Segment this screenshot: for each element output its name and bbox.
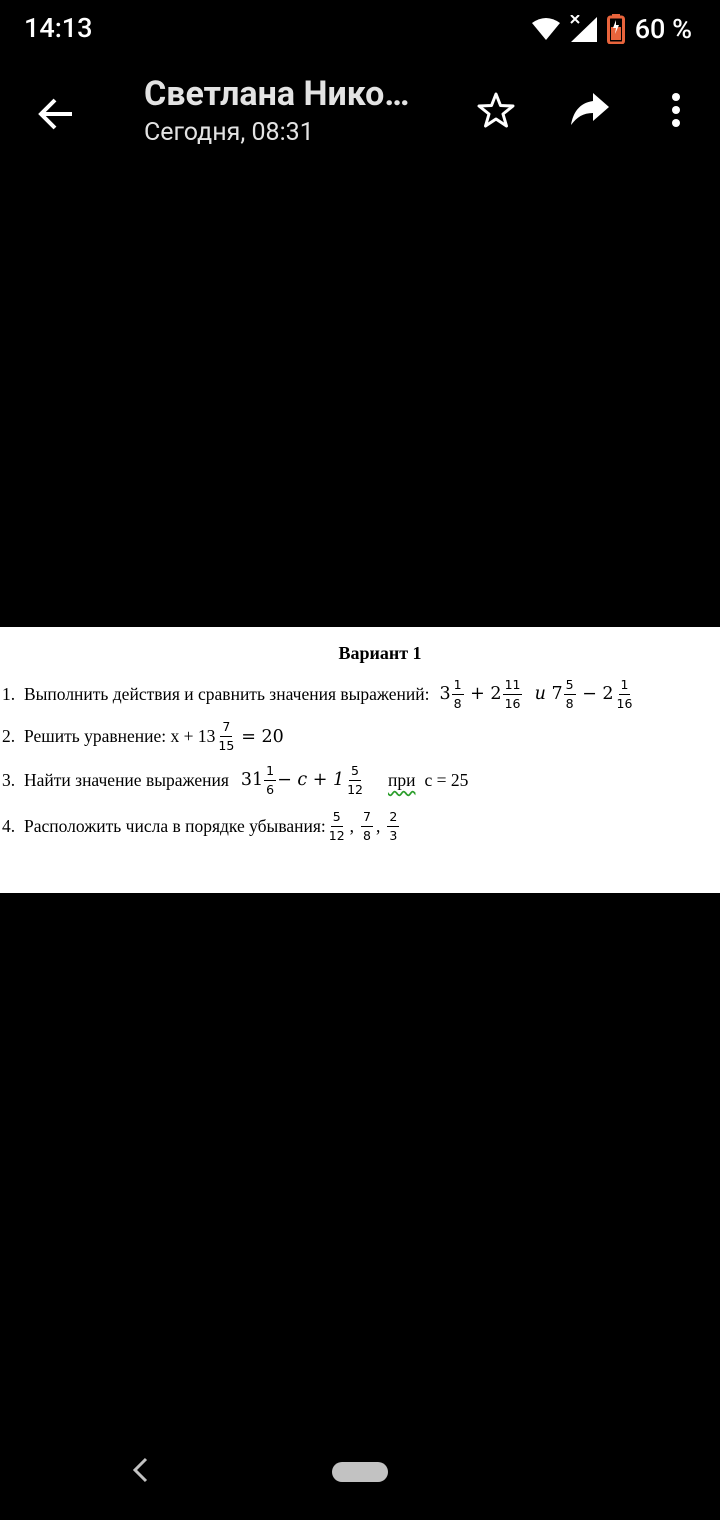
more-options-button[interactable] bbox=[656, 88, 696, 136]
fraction bbox=[327, 811, 347, 842]
whole: 7 bbox=[551, 684, 563, 704]
battery-percent: 60 % bbox=[634, 13, 692, 45]
denominator: 8 bbox=[565, 695, 574, 711]
fraction bbox=[361, 811, 373, 842]
task-number: 3. bbox=[2, 770, 16, 790]
whole: 2 bbox=[490, 684, 502, 704]
task-number: 1. bbox=[2, 684, 16, 704]
math-expression bbox=[241, 765, 366, 796]
numerator: 7 bbox=[361, 811, 373, 827]
back-button[interactable] bbox=[28, 88, 84, 144]
condition-value: с = 25 bbox=[424, 770, 469, 790]
expression-middle: − c + 1 bbox=[277, 770, 345, 790]
sender-name: Светлана Нико… bbox=[144, 74, 410, 114]
signal-icon bbox=[569, 15, 599, 43]
title-block bbox=[144, 74, 444, 147]
equation-rhs: = 20 bbox=[241, 726, 284, 747]
task-text: Выполнить действия и сравнить значения выражений: bbox=[24, 684, 430, 704]
comma: , bbox=[349, 816, 355, 836]
numerator: 11 bbox=[503, 679, 523, 695]
numerator: 5 bbox=[331, 811, 343, 827]
denominator: 12 bbox=[347, 781, 363, 797]
task-4 bbox=[2, 811, 400, 842]
task-2 bbox=[2, 721, 284, 752]
status-time: 14:13 bbox=[24, 12, 93, 44]
task-number: 2. bbox=[2, 726, 16, 746]
numerator: 5 bbox=[349, 765, 361, 781]
fraction bbox=[615, 679, 635, 710]
numerator: 5 bbox=[564, 679, 576, 695]
favorite-button[interactable] bbox=[472, 88, 520, 136]
conjunction: и bbox=[534, 684, 546, 704]
wifi-icon bbox=[531, 17, 561, 41]
denominator: 8 bbox=[363, 827, 371, 843]
task-3 bbox=[2, 765, 468, 796]
status-bar bbox=[0, 0, 720, 60]
numerator: 1 bbox=[264, 765, 276, 781]
more-icon bbox=[671, 92, 681, 132]
numerator: 1 bbox=[619, 679, 631, 695]
fraction bbox=[503, 679, 523, 710]
math-expression bbox=[440, 679, 636, 710]
fraction bbox=[345, 765, 365, 796]
task-text: Найти значение выражения bbox=[24, 770, 229, 790]
whole: 2 bbox=[602, 684, 614, 704]
denominator: 8 bbox=[453, 695, 462, 711]
numerator: 7 bbox=[220, 721, 232, 737]
whole: 31 bbox=[240, 770, 264, 790]
denominator: 15 bbox=[218, 737, 235, 753]
fraction bbox=[264, 765, 276, 796]
numerator: 2 bbox=[387, 811, 399, 827]
fraction bbox=[387, 811, 399, 842]
share-icon bbox=[569, 93, 611, 131]
denominator: 16 bbox=[504, 695, 521, 711]
fraction bbox=[452, 679, 464, 710]
comma: , bbox=[376, 816, 381, 836]
system-nav-bar bbox=[0, 1440, 720, 1520]
task-text: Решить уравнение: x + 13 bbox=[24, 726, 216, 746]
condition-word: при bbox=[387, 770, 416, 790]
plus-sign: + bbox=[470, 684, 485, 704]
app-toolbar bbox=[0, 60, 720, 164]
nav-back-button[interactable] bbox=[126, 1456, 154, 1488]
task-1 bbox=[2, 679, 635, 710]
denominator: 12 bbox=[328, 827, 345, 843]
battery-icon bbox=[607, 14, 625, 44]
status-icons bbox=[531, 12, 692, 46]
fraction bbox=[216, 721, 236, 752]
timestamp: Сегодня, 08:31 bbox=[144, 118, 314, 147]
star-icon bbox=[477, 92, 515, 132]
denominator: 6 bbox=[266, 781, 275, 797]
minus-sign: − bbox=[582, 684, 597, 704]
attached-photo[interactable] bbox=[0, 627, 720, 893]
task-text: Расположить числа в порядке убывания: bbox=[24, 816, 326, 836]
task-number: 4. bbox=[2, 816, 16, 836]
denominator: 3 bbox=[389, 827, 398, 843]
back-arrow-icon bbox=[38, 97, 74, 135]
worksheet-title: Вариант 1 bbox=[338, 643, 422, 663]
denominator: 16 bbox=[616, 695, 633, 711]
share-button[interactable] bbox=[566, 88, 614, 136]
numerator: 1 bbox=[452, 679, 464, 695]
whole: 3 bbox=[439, 684, 451, 704]
home-pill[interactable] bbox=[332, 1462, 388, 1482]
fraction bbox=[564, 679, 576, 710]
nav-back-icon bbox=[132, 1457, 148, 1487]
